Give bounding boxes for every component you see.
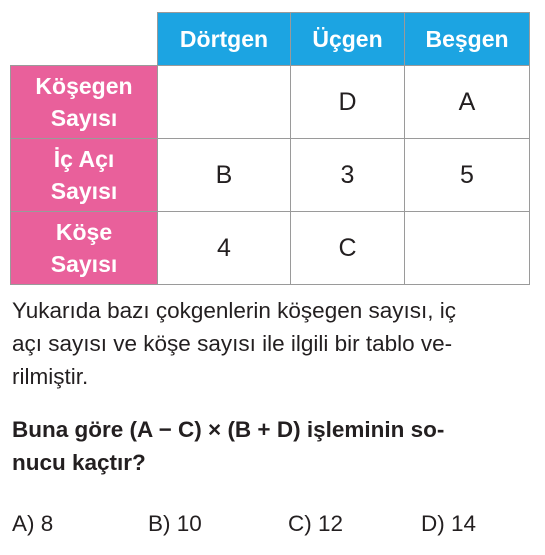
table-cell xyxy=(405,212,530,285)
question-line: Buna göre (A − C) × (B + D) işleminin so- xyxy=(12,417,445,442)
row-header-line: Sayısı xyxy=(50,251,118,277)
table-cell: D xyxy=(291,66,405,139)
paragraph-line: rilmiştir. xyxy=(12,364,89,389)
choice-value: 12 xyxy=(318,511,344,536)
choice-letter: B) xyxy=(148,511,171,536)
choice-d[interactable] xyxy=(421,511,476,537)
table-cell: B xyxy=(158,139,291,212)
table-corner xyxy=(11,13,158,66)
row-header-line: İç Açı xyxy=(53,146,115,172)
answer-choices xyxy=(12,511,542,547)
problem-paragraph xyxy=(12,294,534,393)
choice-letter: A) xyxy=(12,511,35,536)
table-row xyxy=(11,66,530,139)
choice-value: 8 xyxy=(40,511,54,536)
row-header-kosegen xyxy=(11,66,158,139)
choice-letter: C) xyxy=(288,511,312,536)
paragraph-line: Yukarıda bazı çokgenlerin köşegen sayısı, iç xyxy=(12,298,457,323)
row-header-line: Sayısı xyxy=(50,105,118,131)
table-row xyxy=(11,212,530,285)
table-cell: C xyxy=(291,212,405,285)
choice-c[interactable] xyxy=(288,511,343,537)
table-cell: A xyxy=(405,66,530,139)
table-header-row xyxy=(11,13,530,66)
row-header-line: Köşe xyxy=(55,219,113,245)
table-cell xyxy=(158,66,291,139)
polygon-table xyxy=(10,12,530,285)
table-cell: 4 xyxy=(158,212,291,285)
choice-a[interactable] xyxy=(12,511,53,537)
table-row xyxy=(11,139,530,212)
row-header-line: Köşegen xyxy=(35,73,133,99)
choice-letter: D) xyxy=(421,511,445,536)
question-text xyxy=(12,413,534,479)
row-header-kose xyxy=(11,212,158,285)
row-header-ic-aci xyxy=(11,139,158,212)
choice-b[interactable] xyxy=(148,511,202,537)
choice-value: 10 xyxy=(176,511,202,536)
row-header-line: Sayısı xyxy=(50,178,118,204)
table-cell: 5 xyxy=(405,139,530,212)
column-header-besgen: Beşgen xyxy=(405,13,530,66)
table-cell: 3 xyxy=(291,139,405,212)
paragraph-line: açı sayısı ve köşe sayısı ile ilgili bir tablo ve- xyxy=(12,331,453,356)
column-header-dortgen: Dörtgen xyxy=(158,13,291,66)
column-header-ucgen: Üçgen xyxy=(291,13,405,66)
choice-value: 14 xyxy=(451,511,477,536)
question-line: nucu kaçtır? xyxy=(12,450,146,475)
